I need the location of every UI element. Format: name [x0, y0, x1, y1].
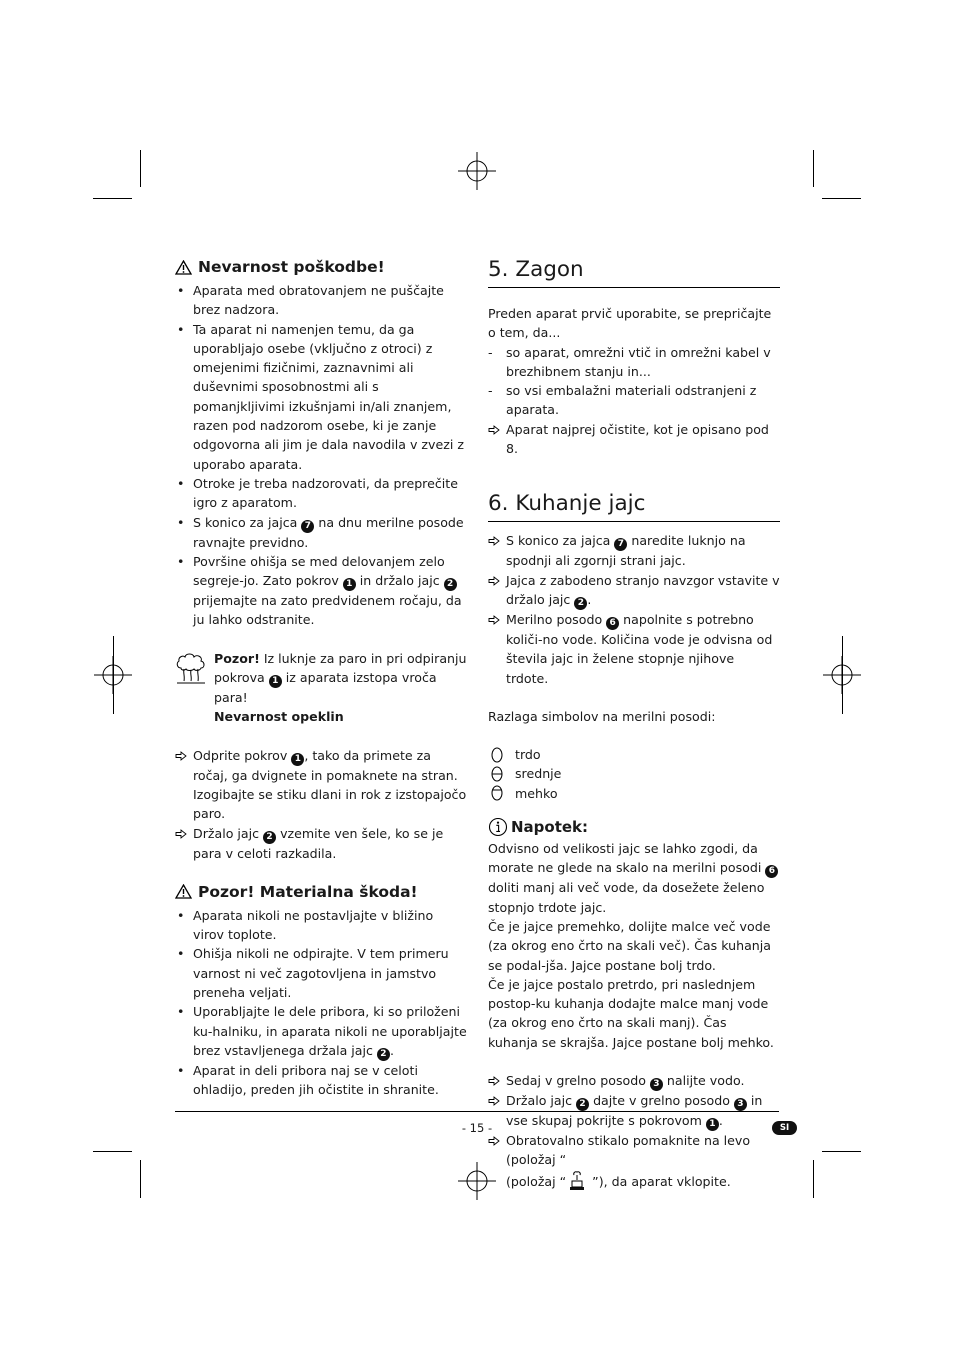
part-number-badge: 3 [734, 1098, 747, 1111]
arrow-right-icon [488, 615, 500, 625]
crop-mark [140, 150, 141, 187]
step-item: Držalo jajc 2 dajte v grelno posodo 3 in vse skupaj pokrijte s pokrovom 1 . [488, 1091, 780, 1131]
footer-rule [175, 1111, 779, 1112]
material-warning-list [175, 906, 467, 1100]
step-item-continued: (položaj “ ”), da aparat vklopite. [488, 1170, 780, 1192]
part-number-badge: 1 [269, 675, 282, 688]
registration-mark-icon [458, 152, 496, 190]
steam-warning-text: Pozor! Iz luknje za paro in pri odpiranju pokrova 1 iz aparata izstopa vroča para! Nevarnost opeklin [214, 650, 467, 725]
left-column [175, 255, 467, 1100]
injury-warning-title: Nevarnost poškodbe! [198, 258, 385, 276]
zagon-checklist [488, 343, 780, 420]
part-number-badge: 7 [301, 520, 314, 533]
legend-item: mehko [488, 784, 780, 803]
step-item: Odprite pokrov 1 , tako da primete za ročaj, ga dvignete in pomaknete na stran. Izogibajte se stiku dlani in rok z izstopajočo paro. [175, 746, 467, 824]
step-item: Merilno posodo 6 napolnite s potrebno količi-no vode. Količina vode je odvisna od števila jajc in želene stopnje njihove trdote. [488, 610, 780, 688]
list-item: • Površine ohišja se med delovanjem zelo segreje-jo. Zato pokrov 1 in držalo jajc 2 prijemajte na zato predvidenem ročaju, da ju lahko odstranite. [175, 552, 467, 630]
info-icon [488, 817, 508, 837]
arrow-right-icon [488, 1076, 500, 1086]
arrow-right-icon [488, 576, 500, 586]
part-number-badge: 1 [343, 578, 356, 591]
crop-mark [842, 636, 843, 714]
material-warning-title: Pozor! Materialna škoda! [198, 882, 418, 901]
arrow-right-icon [488, 1136, 500, 1146]
injury-warning-list [175, 281, 467, 630]
list-item: • Aparat in deli pribora naj se v celoti ohladijo, preden jih očistite in shranite. [175, 1061, 467, 1100]
section-title-kuhanje: 6. Kuhanje jajc [488, 489, 780, 522]
injury-warning-heading [175, 255, 467, 279]
warning-triangle-icon [175, 884, 192, 899]
legend-item: trdo [488, 745, 780, 764]
zagon-intro: Preden aparat prvič uporabite, se prepričajte o tem, da... [488, 306, 772, 341]
part-number-badge: 2 [444, 578, 457, 591]
list-item: - so aparat, omrežni vtič in omrežni kabel v brezhibnem stanju in... [488, 344, 771, 379]
right-column [488, 255, 780, 1192]
legend-intro: Razlaga simbolov na merilni posodi: [488, 708, 716, 724]
crop-mark [93, 198, 132, 199]
list-item: • Ta aparat ni namenjen temu, da ga uporabljajo osebe (vključno z otroci) z omejenimi fizičnimi, zaznavnimi ali duševnimi sposobnostmi ali s pomanjkljivimi izkušnjami in/ali znanjem, razen pod nadzorom osebe, ki je zanje odgovorna ali jim je dala navodila v zvezi z uporabo aparata. [175, 320, 467, 474]
list-item: • Aparata med obratovanjem ne puščajte brez nadzora. [175, 281, 467, 320]
part-number-badge: 2 [263, 831, 276, 844]
note-heading [488, 815, 780, 839]
crop-mark [822, 198, 861, 199]
note-paragraph: Če je jajce premehko, dolijte malce več vode (za okrog eno črto na skali več). Čas kuhanja se podal-jša. Jajce postane bolj trdo. [488, 918, 771, 973]
step-item: Sedaj v grelno posodo 3 nalijte vodo. [488, 1071, 780, 1091]
steam-warning [175, 649, 467, 727]
part-number-badge: 6 [765, 865, 778, 878]
list-item: • Aparata nikoli ne postavljajte v bližino virov toplote. [175, 906, 467, 945]
egg-cooker-icon [566, 1170, 588, 1192]
arrow-right-icon [175, 751, 187, 761]
crop-mark [813, 150, 814, 187]
egg-hard-icon [491, 747, 503, 763]
list-item: - so vsi embalažni materiali odstranjeni z aparata. [488, 383, 757, 418]
crop-mark [822, 1151, 861, 1152]
crop-mark [140, 1160, 141, 1198]
egg-soft-icon [491, 785, 503, 801]
arrow-right-icon [488, 425, 500, 435]
material-warning-heading [175, 880, 467, 904]
step-item: Aparat najprej očistite, kot je opisano pod 8. [488, 420, 780, 459]
crop-mark [113, 636, 114, 714]
part-number-badge: 3 [650, 1078, 663, 1091]
arrow-right-icon [175, 829, 187, 839]
list-item: • Ohišja nikoli ne odpirajte. V tem primeru varnost ni več zagotovljena in jamstvo preneha veljati. [175, 944, 467, 1002]
part-number-badge: 2 [574, 597, 587, 610]
part-number-badge: 2 [576, 1098, 589, 1111]
part-number-badge: 2 [377, 1048, 390, 1061]
crop-mark [813, 1160, 814, 1198]
egg-medium-icon [491, 766, 503, 782]
section-title-zagon: 5. Zagon [488, 255, 780, 288]
list-item: • Uporabljajte le dele pribora, ki so priloženi ku-halniku, in aparata nikoli ne uporabljajte brez vstavljenega držala jajc 2 . [175, 1002, 467, 1061]
step-item: Obratovalno stikalo pomaknite na levo (položaj “ [488, 1131, 780, 1170]
list-item: • S konico za jajca 7 na dnu merilne posode ravnajte previdno. [175, 513, 467, 552]
hot-steam-icon [175, 651, 207, 685]
note-title: Napotek: [511, 818, 589, 837]
note-paragraph: Odvisno od velikosti jajc se lahko zgodi, da morate ne glede na skalo na merilni posodi 6 doliti manj ali več vode, da dosežete želeno stopnjo trdote jajc. [488, 839, 780, 917]
part-number-badge: 1 [291, 753, 304, 766]
arrow-right-icon [488, 1096, 500, 1106]
note-paragraph: Če je jajce postalo pretrdo, pri naslednjem postop-ku kuhanja dodajte malce manj vode (za okrog eno črto na skali manj). Čas kuhanja se skrajša. Jajce postane bolj mehko. [488, 976, 774, 1050]
arrow-right-icon [488, 536, 500, 546]
page-number: - 15 - [461, 1121, 493, 1135]
warning-triangle-icon [175, 260, 192, 275]
part-number-badge: 1 [706, 1118, 719, 1131]
part-number-badge: 6 [606, 617, 619, 630]
part-number-badge: 7 [614, 538, 627, 551]
step-item: S konico za jajca 7 naredite luknjo na spodnji ali zgornji strani jajc. [488, 531, 780, 570]
list-item: • Otroke je treba nadzorovati, da preprečite igro z aparatom. [175, 474, 467, 513]
legend-item: srednje [488, 764, 780, 783]
language-badge: SI [772, 1121, 797, 1135]
step-item: Jajca z zabodeno stranjo navzgor vstavite v držalo jajc 2 . [488, 571, 780, 610]
step-item: Držalo jajc 2 vzemite ven šele, ko se je para v celoti razkadila. [175, 824, 467, 863]
crop-mark [93, 1151, 132, 1152]
